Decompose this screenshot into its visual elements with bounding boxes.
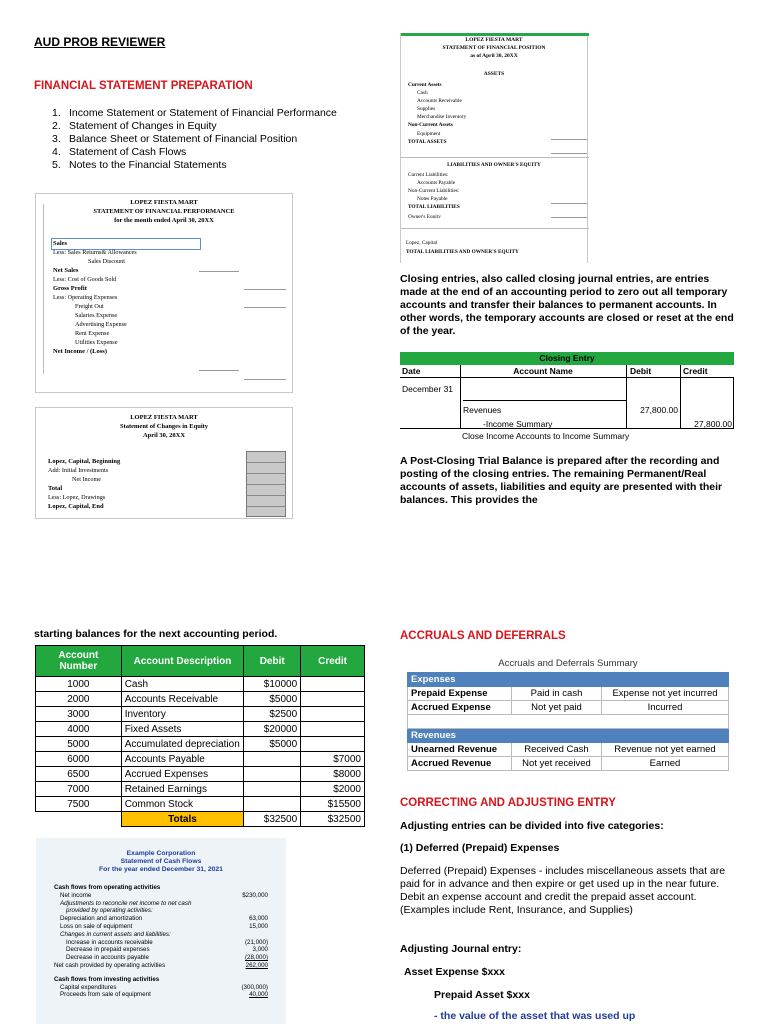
- table-cell: [301, 722, 365, 737]
- revenues-band: Revenues: [408, 729, 729, 743]
- perf-line: Sales Discount: [88, 258, 125, 265]
- table-cell: [244, 797, 301, 812]
- cf-row: [54, 954, 268, 962]
- closing-date: December 31: [402, 384, 454, 394]
- cf-label: Adjustments to reconcile net income to net cash: [60, 899, 192, 907]
- cf-row: [54, 991, 268, 999]
- financial-position-statement: [400, 33, 588, 263]
- perf-line: Salaries Expense: [75, 312, 118, 319]
- equity-line: Lopez, Capital, End: [48, 503, 104, 510]
- accruals-summary: [407, 658, 729, 771]
- pos-line: TOTAL ASSETS: [408, 138, 447, 145]
- closing-entry-title: Closing Entry: [400, 352, 734, 365]
- ad-cell: Paid in cash: [512, 687, 602, 701]
- ad-cell: Received Cash: [512, 743, 602, 757]
- list-item: 1. Income Statement or Statement of Financial Performance: [52, 107, 337, 119]
- cf-value: (300,000): [241, 983, 268, 991]
- table-cell: Accrued Expenses: [121, 767, 244, 782]
- perf-line: Advertising Expense: [75, 321, 127, 328]
- perf-line: Freight Out: [75, 303, 104, 310]
- pos-line: Current Assets: [408, 82, 442, 88]
- pos-line: Lopez, Capital: [406, 240, 438, 246]
- cf-label: Increase in accounts receivable: [66, 938, 153, 946]
- liab-head: LIABILITIES AND OWNER'S EQUITY: [447, 162, 541, 168]
- pos-title: STATEMENT OF FINANCIAL POSITION: [442, 45, 546, 51]
- ad-cell: Unearned Revenue: [408, 743, 512, 757]
- table-row: [36, 782, 365, 797]
- table-cell: $8000: [301, 767, 365, 782]
- perf-line: Gross Profit: [53, 285, 87, 292]
- cf-row: [54, 976, 268, 984]
- cf-label: Decrease in accounts payable: [66, 954, 149, 962]
- col-header: Account Number: [36, 646, 122, 677]
- table-cell: [301, 737, 365, 752]
- table-row: [36, 692, 365, 707]
- starting-balances-line: starting balances for the next accounting period.: [34, 628, 278, 640]
- table-cell: $5000: [244, 692, 301, 707]
- col-header: Debit: [244, 646, 301, 677]
- trial-balance-table: [35, 645, 365, 827]
- closing-entries-paragraph: Closing entries, also called closing journal entries, are entries made at the end of an accounting period to zero out all temporary accounts and transfer their balances to permanent accounts. In other words, the temporary accounts are closed or reset at the end of the year.: [400, 273, 734, 337]
- pos-company: LOPEZ FIESTA MART: [465, 37, 523, 43]
- cf-label: Cash flows from investing activities: [54, 975, 160, 983]
- total-debit: $32500: [244, 812, 301, 827]
- col-header: Date: [402, 366, 421, 376]
- pos-line: Non-Current Liabilities:: [408, 188, 460, 195]
- cf-value: 40,000: [249, 991, 268, 999]
- pos-line: Non-Current Assets: [408, 122, 453, 129]
- table-cell: $2500: [244, 707, 301, 722]
- table-cell: Fixed Assets: [121, 722, 244, 737]
- table-cell: $20000: [244, 722, 301, 737]
- table-cell: $7000: [301, 752, 365, 767]
- perf-line: Net Income / (Loss): [53, 348, 107, 355]
- pos-line: Cash: [417, 90, 428, 97]
- table-cell: 7500: [36, 797, 122, 812]
- pos-line: Merchandise Inventory: [417, 114, 467, 121]
- pos-line: Accounts Payable: [417, 180, 456, 187]
- fsp-heading: FINANCIAL STATEMENT PREPARATION: [34, 80, 253, 92]
- cf-label: Net income: [60, 891, 92, 899]
- equity-title: Statement of Changes in Equity: [119, 423, 209, 430]
- cf-label: Net cash provided by operating activities: [54, 961, 166, 969]
- col-header: Debit: [630, 366, 652, 376]
- table-row: [36, 767, 365, 782]
- perf-company: LOPEZ FIESTA MART: [130, 199, 198, 206]
- table-cell: Cash: [121, 677, 244, 692]
- table-row: [36, 722, 365, 737]
- cf-label: Changes in current assets and liabilities:: [60, 930, 171, 938]
- ad-cell: Prepaid Expense: [408, 687, 512, 701]
- table-cell: [301, 707, 365, 722]
- list-item: 2. Statement of Changes in Equity: [52, 120, 217, 132]
- cf-value: 15,000: [249, 922, 268, 930]
- cf-row: [54, 923, 268, 931]
- table-cell: $10000: [244, 677, 301, 692]
- cf-label: Loss on sale of equipment: [60, 922, 133, 930]
- ad-cell: Accrued Expense: [408, 701, 512, 715]
- table-cell: 5000: [36, 737, 122, 752]
- equity-line: Total: [48, 485, 63, 492]
- perf-line: Less: Operating Expenses: [53, 294, 118, 301]
- equity-line: Add: Initial Investments: [48, 467, 109, 474]
- cf-label: Cash flows from operating activities: [54, 884, 161, 891]
- cf-row: [54, 915, 268, 923]
- pos-period: as of April 30, 20XX: [470, 53, 518, 59]
- cf-label: provided by operating activities:: [66, 907, 153, 915]
- col-header: Account Name: [513, 366, 573, 376]
- deferred-heading: (1) Deferred (Prepaid) Expenses: [400, 842, 560, 854]
- table-row: [36, 752, 365, 767]
- cf-row: [54, 984, 268, 992]
- ad-cell: Not yet received: [512, 757, 602, 771]
- equity-line: Net Income: [72, 476, 102, 483]
- table-cell: Accounts Payable: [121, 752, 244, 767]
- cf-value: 262,000: [245, 961, 268, 969]
- table-row: [36, 797, 365, 812]
- ad-cell: Not yet paid: [512, 701, 602, 715]
- table-cell: [244, 782, 301, 797]
- pos-line: Notes Payable: [417, 196, 448, 203]
- cf-period: For the year ended December 31, 2021: [99, 866, 223, 873]
- col-header: Credit: [683, 366, 708, 376]
- cf-row: [54, 946, 268, 954]
- table-cell: $2000: [301, 782, 365, 797]
- cf-value: $230,000: [242, 891, 268, 899]
- table-cell: 2000: [36, 692, 122, 707]
- equity-company: LOPEZ FIESTA MART: [130, 414, 198, 421]
- table-cell: 6500: [36, 767, 122, 782]
- cf-label: Depreciation and amortization: [60, 915, 143, 923]
- financial-performance-statement: [35, 193, 293, 393]
- table-cell: Common Stock: [121, 797, 244, 812]
- table-cell: [244, 767, 301, 782]
- financial-statements-list: [52, 107, 337, 172]
- equity-line: Lopez, Capital, Beginning: [48, 458, 121, 465]
- table-row: [36, 707, 365, 722]
- table-cell: Accumulated depreciation: [121, 737, 244, 752]
- table-cell: [301, 692, 365, 707]
- ad-cell: Revenue not yet earned: [602, 743, 729, 757]
- list-item: 5. Notes to the Financial Statements: [52, 159, 227, 171]
- cf-row: [54, 892, 268, 900]
- perf-line: Utilities Expense: [75, 339, 118, 346]
- perf-line: Less: Cost of Goods Sold: [53, 276, 117, 283]
- adjusting-journal-heading: Adjusting Journal entry:: [400, 943, 522, 955]
- table-cell: $5000: [244, 737, 301, 752]
- cf-row: [54, 907, 268, 915]
- accruals-heading: ACCRUALS AND DEFERRALS: [400, 630, 566, 642]
- table-cell: Accounts Receivable: [121, 692, 244, 707]
- pos-line: Accounts Receivable: [417, 98, 462, 105]
- cf-value: 63,000: [249, 915, 268, 923]
- cf-label: Capital expenditures: [60, 983, 117, 991]
- pos-line: Equipment: [417, 130, 441, 137]
- cf-value: 3,000: [252, 946, 268, 954]
- credit-amount: 27,800.00: [694, 419, 732, 429]
- equity-line: Less: Lopez, Drawings: [48, 494, 106, 501]
- cf-value: (21,000): [244, 938, 268, 946]
- pos-line: TOTAL LIABILITIES: [408, 204, 460, 211]
- perf-line: Less: Sales Returns& Allowances: [53, 249, 137, 256]
- prepaid-asset-line: Prepaid Asset $xxx: [434, 989, 530, 1001]
- table-cell: [244, 752, 301, 767]
- table-cell: Inventory: [121, 707, 244, 722]
- perf-line: Sales: [53, 240, 68, 247]
- perf-line: Rent Expense: [75, 330, 110, 337]
- table-cell: 1000: [36, 677, 122, 692]
- table-row: [36, 737, 365, 752]
- ad-cell: Accrued Revenue: [408, 757, 512, 771]
- accruals-title: Accruals and Deferrals Summary: [498, 658, 638, 669]
- assets-head: ASSETS: [483, 71, 505, 77]
- cf-row: [54, 900, 268, 908]
- totals-label: Totals: [121, 812, 244, 827]
- perf-title: STATEMENT OF FINANCIAL PERFORMANCE: [93, 208, 235, 215]
- post-closing-paragraph: A Post-Closing Trial Balance is prepared after the recording and posting of the closing entries. The remaining Permanent/Real accounts of assets, liabilities and equity are presented with their balances. This provides the: [400, 455, 723, 506]
- col-header: Account Description: [121, 646, 244, 677]
- expenses-band: Expenses: [408, 673, 729, 687]
- cf-label: Proceeds from sale of equipment: [60, 991, 151, 999]
- cf-row: [54, 884, 268, 892]
- debit-amount: 27,800.00: [640, 405, 678, 415]
- total-credit: $32500: [301, 812, 365, 827]
- table-cell: 7000: [36, 782, 122, 797]
- perf-line: Net Sales: [53, 267, 79, 274]
- debit-account: Revenues: [463, 405, 502, 415]
- col-header: Credit: [301, 646, 365, 677]
- equity-period: April 30, 20XX: [142, 432, 186, 439]
- table-cell: 6000: [36, 752, 122, 767]
- ad-cell: Expense not yet incurred: [602, 687, 729, 701]
- cf-row: [54, 962, 268, 970]
- table-cell: 3000: [36, 707, 122, 722]
- value-used-line: - the value of the asset that was used up: [434, 1010, 636, 1022]
- pos-line: Owner's Equity: [408, 214, 441, 219]
- credit-account: -Income Summary: [483, 419, 553, 429]
- cf-value: (28,000): [244, 954, 268, 962]
- table-row: [36, 677, 365, 692]
- closing-caption: Close Income Accounts to Income Summary: [462, 431, 630, 441]
- table-cell: $15500: [301, 797, 365, 812]
- table-cell: 4000: [36, 722, 122, 737]
- pos-line: Supplies: [417, 106, 436, 113]
- correcting-heading: CORRECTING AND ADJUSTING ENTRY: [400, 797, 616, 809]
- cf-label: Decrease in prepaid expenses: [66, 946, 150, 954]
- adjusting-intro: Adjusting entries can be divided into five categories:: [400, 820, 664, 832]
- ad-cell: Incurred: [602, 701, 729, 715]
- changes-in-equity-statement: [35, 407, 293, 519]
- perf-period: for the month ended April 30, 20XX: [114, 217, 214, 224]
- table-cell: [301, 677, 365, 692]
- document-title: AUD PROB REVIEWER: [34, 35, 166, 49]
- deferred-paragraph: Deferred (Prepaid) Expenses - includes miscellaneous assets that are paid for in advance and then expire or get used up in the near future. Debit an expense account and credit the prepaid asset account. (Examples include Rent, Insurance, and Supplies): [400, 865, 726, 916]
- closing-entry-table: [400, 352, 734, 443]
- cf-row: [54, 939, 268, 947]
- cf-row: [54, 931, 268, 939]
- asset-expense-line: Asset Expense $xxx: [404, 966, 505, 978]
- cash-flows-statement: [36, 838, 286, 1024]
- ad-cell: Earned: [602, 757, 729, 771]
- table-cell: Retained Earnings: [121, 782, 244, 797]
- cf-title: Statement of Cash Flows: [120, 858, 202, 865]
- pos-line: Current Liabilities:: [408, 172, 449, 178]
- list-item: 3. Balance Sheet or Statement of Financial Position: [52, 133, 298, 145]
- pos-line: TOTAL LIABILITIES AND OWNER'S EQUITY: [406, 248, 519, 255]
- cf-company: Example Corporation: [126, 850, 196, 857]
- list-item: 4. Statement of Cash Flows: [52, 146, 187, 158]
